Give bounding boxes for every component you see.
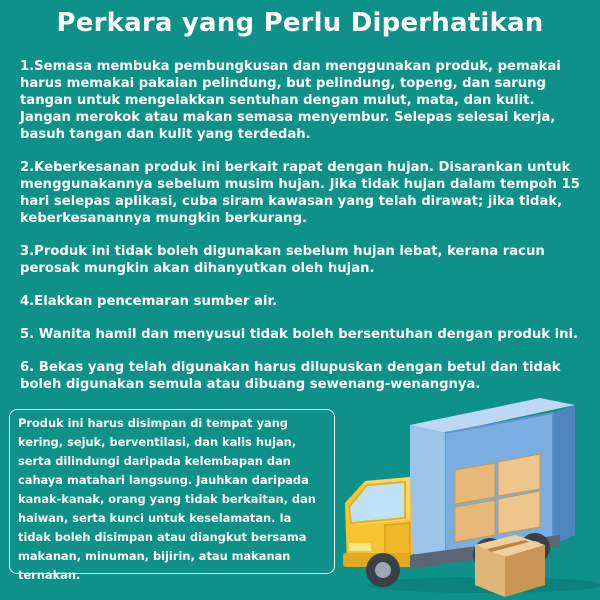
precaution-item: 3.Produk ini tidak boleh digunakan sebelum hujan lebat, kerana racun perosak mungkin akan dihanyutkan oleh hujan.: [20, 244, 545, 276]
storage-note: Produk ini harus disimpan di tempat yang kering, sejuk, berventilasi, dan kalis hujan, serta dilindungi daripada kelembapan dan cahaya matahari langsung. Jauhkan daripada kanak-kanak, orang yang tidak berkaitan, dan haiwan, serta kunci untuk keselamatan. Ia tidak boleh disimpan atau diangkut bersama makanan, minuman, bijirin, atau makanan ternakan.: [9, 409, 335, 574]
precaution-item: 1.Semasa membuka pembungkusan dan menggunakan produk, pemakai harus memakai pakaian pelindung, but pelindung, topeng, dan sarung tangan untuk mengelakkan sentuhan dengan mulut, mata, dan kulit. Jangan merokok atau makan semasa menyembur. Selepas selesai kerja, basuh tangan dan kulit yang terdedah.: [20, 59, 561, 142]
precaution-item: 5. Wanita hamil dan menyusui tidak boleh bersentuhan dengan produk ini.: [20, 327, 579, 342]
cardboard-box-icon: [475, 535, 545, 597]
precautions-list: [20, 58, 586, 409]
delivery-truck-icon: [335, 385, 600, 600]
precaution-item: 6. Bekas yang telah digunakan harus dilupuskan dengan betul dan tidak boleh digunakan semula atau dibuang sewenang-wenangnya.: [20, 360, 561, 392]
page-title: Perkara yang Perlu Diperhatikan: [56, 8, 544, 38]
precaution-item: 4.Elakkan pencemaran sumber air.: [20, 294, 278, 309]
precaution-item: 2.Keberkesanan produk ini berkait rapat dengan hujan. Disarankan untuk menggunakannya sebelum musim hujan. Jika tidak hujan dalam tempoh 15 hari selepas aplikasi, cuba siram kawasan yang telah dirawat; jika tidak, keberkesanannya mungkin berkurang.: [20, 160, 580, 226]
